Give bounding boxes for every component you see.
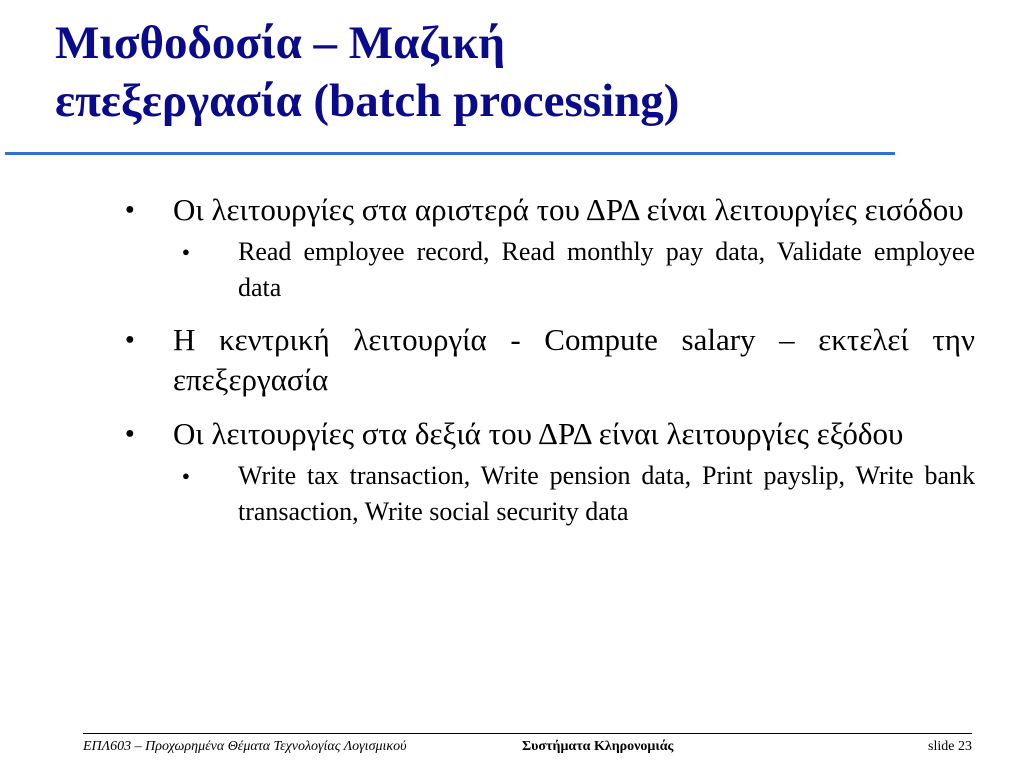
- sub-bullet-text: Read employee record, Read monthly pay data, Validate employee data: [238, 237, 975, 302]
- bullet-dot-icon: ●: [125, 201, 135, 218]
- bullet-text: Οι λειτουργίες στα δεξιά του ΔΡΔ είναι λειτουργίες εξόδου: [173, 416, 904, 451]
- sub-bullet-item-input-examples: [171, 234, 975, 306]
- sub-bullet-dot-icon: ●: [182, 244, 190, 259]
- sub-bullet-dot-icon: ●: [182, 468, 190, 483]
- bullet-list: [115, 190, 975, 544]
- title-line-1: Μισθοδοσία – Μαζική: [55, 17, 506, 69]
- bullet-item-central-function: [115, 320, 975, 400]
- sub-bullet-text: Write tax transaction, Write pension data, Print payslip, Write bank transaction, Write social security data: [238, 461, 975, 526]
- footer-divider: [83, 733, 972, 734]
- title-line-2: επεξεργασία (batch processing): [55, 75, 680, 127]
- footer-topic: Συστήματα Κληρονομιάς: [522, 739, 674, 754]
- title-underline: [5, 152, 895, 155]
- bullet-dot-icon: ●: [125, 425, 135, 442]
- bullet-text: Οι λειτουργίες στα αριστερά του ΔΡΔ είναι λειτουργίες εισόδου: [173, 192, 964, 227]
- bullet-dot-icon: ●: [125, 331, 135, 348]
- footer-slide-number: slide 23: [928, 739, 972, 754]
- bullet-text: Η κεντρική λειτουργία - Compute salary – εκτελεί την επεξεργασία: [173, 322, 975, 397]
- bullet-item-input-functions: [115, 190, 975, 306]
- footer-course-name: ΕΠΛ603 – Προχωρημένα Θέματα Τεχνολογίας Λογισμικού: [83, 739, 407, 754]
- sub-bullet-item-output-examples: [171, 458, 975, 530]
- slide-title: [55, 14, 955, 130]
- bullet-item-output-functions: [115, 414, 975, 530]
